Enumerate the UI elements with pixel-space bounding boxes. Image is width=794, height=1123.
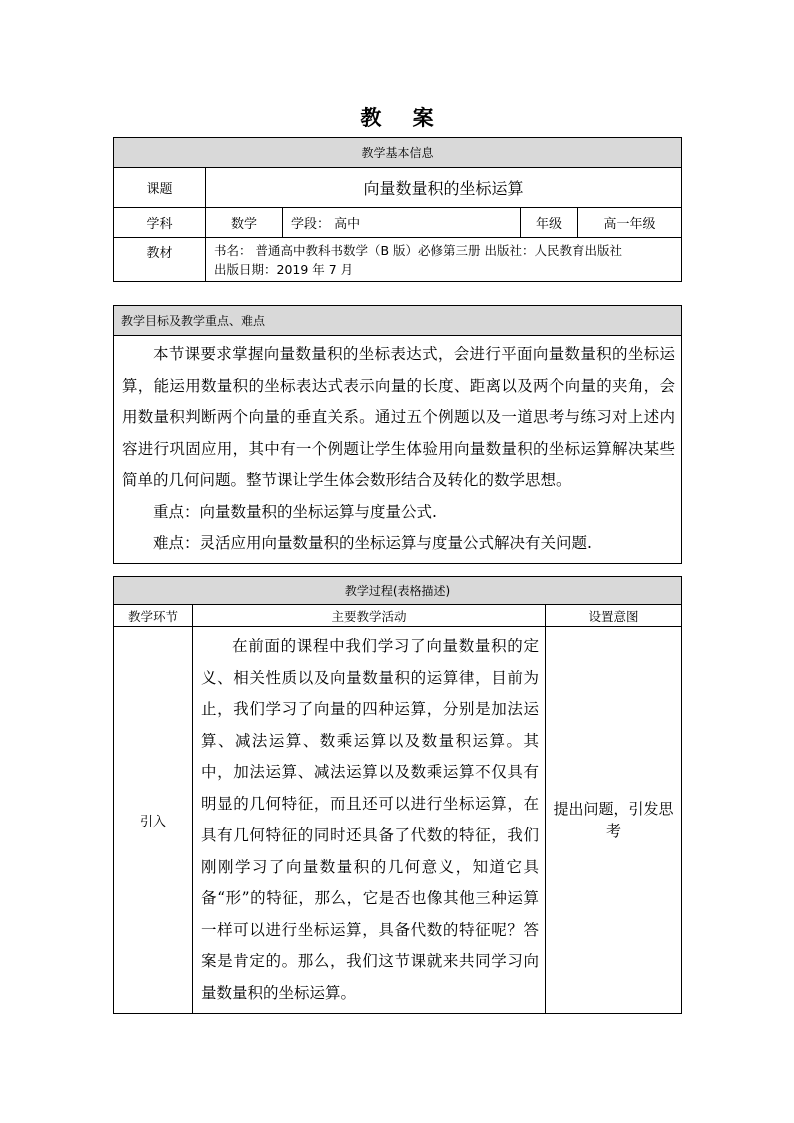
stage-cell: 引入 (114, 627, 193, 1014)
subject-label: 学科 (114, 208, 206, 238)
intent-cell: 提出问题，引发思考 (546, 627, 682, 1014)
table-row (114, 627, 682, 1014)
objectives-paragraph: 本节课要求掌握向量数量积的坐标表达式，会进行平面向量数量积的坐标运算，能运用数量积的坐标表达式表示向量的长度、距离以及两个向量的夹角，会用数量积判断两个向量的垂直关系。通过五个例题以及一道思考与练习对上述内容进行巩固应用，其中有一个例题让学生体验用向量数量积的坐标运算解决某些简单的几何问题。整节课让学生体会数形结合及转化的数学思想。 (122, 345, 675, 489)
page-title: 教 案 (360, 105, 446, 130)
column-header-intent: 设置意图 (546, 605, 682, 627)
grade-label: 年级 (521, 208, 578, 238)
subject-value: 数学 (206, 208, 283, 238)
key-point: 重点：向量数量积的坐标运算与度量公式. (153, 502, 437, 521)
basic-info-table (113, 137, 682, 282)
course-title: 向量数量积的坐标运算 (206, 168, 682, 208)
basic-info-header: 教学基本信息 (114, 138, 682, 168)
objectives-table (113, 305, 682, 564)
column-header-activity: 主要教学活动 (193, 605, 546, 627)
grade-value: 高一年级 (578, 208, 682, 238)
activity-text: 在前面的课程中我们学习了向量数量积的定义、相关性质以及向量数量积的运算律，目前为止，我们学习了向量的四种运算，分别是加法运算、减法运算、数乘运算以及数量积运算。其中，加法运算、减法运算以及数乘运算不仅具有明显的几何特征，而且还可以进行坐标运算，在具有几何特征的同时还具备了代数的特征，我们刚刚学习了向量数量积的几何意义，知道它具备“形”的特征，那么，它是否也像其他三种运算一样可以进行坐标运算，具备代数的特征呢？答案是肯定的。那么，我们这节课就来共同学习向量数量积的坐标运算。 (201, 637, 539, 1002)
process-table (113, 576, 682, 1014)
difficulty: 难点：灵活应用向量数量积的坐标运算与度量公式解决有关问题. (153, 534, 592, 552)
process-header: 教学过程(表格描述) (114, 577, 682, 605)
stage-label: 学段： 高中 (283, 208, 521, 238)
activity-cell (193, 627, 546, 1014)
textbook-info (206, 238, 682, 282)
objectives-header: 教学目标及教学重点、难点 (114, 306, 682, 336)
column-header-stage: 教学环节 (114, 605, 193, 627)
textbook-line-1: 书名： 普通高中教科书数学（B 版）必修第三册 出版社：人民教育出版社 (214, 243, 622, 258)
course-label: 课题 (114, 168, 206, 208)
objectives-body (114, 336, 682, 564)
textbook-label: 教材 (114, 238, 206, 282)
textbook-line-2: 出版日期：2019 年 7 月 (214, 262, 354, 277)
